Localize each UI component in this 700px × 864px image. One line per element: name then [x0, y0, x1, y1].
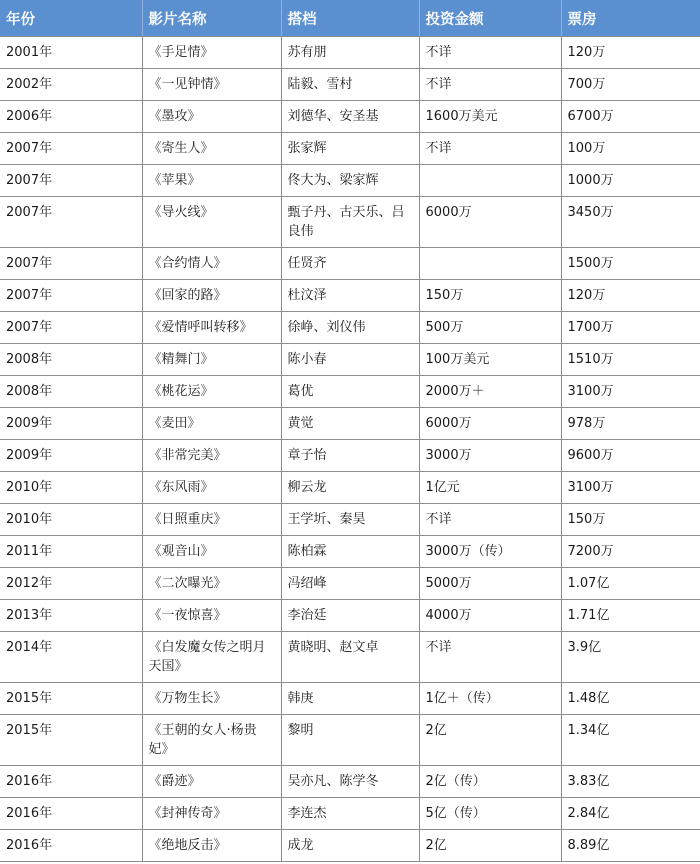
- cell-title: 《王朝的女人·杨贵妃》: [142, 715, 281, 766]
- cell-title: 《绝地反击》: [142, 830, 281, 862]
- cell-title: 《爵迹》: [142, 766, 281, 798]
- table-row: [0, 830, 700, 862]
- cell-title: 《万物生长》: [142, 683, 281, 715]
- table-row: [0, 715, 700, 766]
- table-row: [0, 248, 700, 280]
- cell-year: 2007年: [0, 248, 142, 280]
- cell-year: 2015年: [0, 715, 142, 766]
- header-title: 影片名称: [142, 0, 281, 37]
- cell-investment: 4000万: [419, 600, 561, 632]
- cell-year: 2009年: [0, 440, 142, 472]
- cell-box-office: 1510万: [561, 344, 700, 376]
- cell-title: 《白发魔女传之明月天国》: [142, 632, 281, 683]
- cell-year: 2013年: [0, 600, 142, 632]
- cell-investment: 2亿: [419, 830, 561, 862]
- cell-year: 2007年: [0, 133, 142, 165]
- cell-box-office: 1000万: [561, 165, 700, 197]
- cell-box-office: 3450万: [561, 197, 700, 248]
- cell-title: 《回家的路》: [142, 280, 281, 312]
- cell-investment: 不详: [419, 69, 561, 101]
- cell-investment: 1600万美元: [419, 101, 561, 133]
- cell-box-office: 1.71亿: [561, 600, 700, 632]
- cell-title: 《苹果》: [142, 165, 281, 197]
- cell-partner: 黄晓明、赵文卓: [281, 632, 419, 683]
- cell-investment: 2亿: [419, 715, 561, 766]
- cell-title: 《墨攻》: [142, 101, 281, 133]
- cell-partner: 李治廷: [281, 600, 419, 632]
- table-row: [0, 568, 700, 600]
- cell-year: 2008年: [0, 344, 142, 376]
- cell-title: 《东风雨》: [142, 472, 281, 504]
- cell-box-office: 7200万: [561, 536, 700, 568]
- cell-title: 《非常完美》: [142, 440, 281, 472]
- cell-partner: 柳云龙: [281, 472, 419, 504]
- cell-year: 2016年: [0, 766, 142, 798]
- cell-partner: 成龙: [281, 830, 419, 862]
- table-header: [0, 0, 700, 37]
- cell-investment: 5亿（传）: [419, 798, 561, 830]
- cell-year: 2007年: [0, 197, 142, 248]
- cell-year: 2014年: [0, 632, 142, 683]
- cell-box-office: 1.34亿: [561, 715, 700, 766]
- header-year: 年份: [0, 0, 142, 37]
- cell-box-office: 9600万: [561, 440, 700, 472]
- cell-title: 《手足情》: [142, 37, 281, 69]
- cell-title: 《日照重庆》: [142, 504, 281, 536]
- cell-partner: 任贤齐: [281, 248, 419, 280]
- table-row: [0, 69, 700, 101]
- cell-box-office: 120万: [561, 280, 700, 312]
- cell-partner: 张家辉: [281, 133, 419, 165]
- table-row: [0, 472, 700, 504]
- header-partner: 搭档: [281, 0, 419, 37]
- cell-year: 2016年: [0, 798, 142, 830]
- table-row: [0, 798, 700, 830]
- cell-year: 2010年: [0, 472, 142, 504]
- cell-year: 2012年: [0, 568, 142, 600]
- cell-investment: 1亿元: [419, 472, 561, 504]
- table-row: [0, 632, 700, 683]
- cell-box-office: 3100万: [561, 472, 700, 504]
- cell-title: 《一夜惊喜》: [142, 600, 281, 632]
- cell-year: 2010年: [0, 504, 142, 536]
- cell-investment: 500万: [419, 312, 561, 344]
- cell-year: 2016年: [0, 830, 142, 862]
- cell-partner: 陆毅、雪村: [281, 69, 419, 101]
- cell-investment: 不详: [419, 632, 561, 683]
- cell-partner: 陈小春: [281, 344, 419, 376]
- cell-partner: 王学圻、秦昊: [281, 504, 419, 536]
- table-row: [0, 376, 700, 408]
- cell-box-office: 3.9亿: [561, 632, 700, 683]
- table-row: [0, 600, 700, 632]
- cell-box-office: 8.89亿: [561, 830, 700, 862]
- cell-title: 《导火线》: [142, 197, 281, 248]
- cell-partner: 杜汶泽: [281, 280, 419, 312]
- cell-box-office: 700万: [561, 69, 700, 101]
- cell-box-office: 1500万: [561, 248, 700, 280]
- cell-investment: 1亿＋（传）: [419, 683, 561, 715]
- table-row: [0, 312, 700, 344]
- cell-title: 《寄生人》: [142, 133, 281, 165]
- cell-title: 《精舞门》: [142, 344, 281, 376]
- cell-title: 《合约情人》: [142, 248, 281, 280]
- cell-year: 2007年: [0, 312, 142, 344]
- cell-title: 《麦田》: [142, 408, 281, 440]
- table-body: [0, 37, 700, 862]
- cell-title: 《爱情呼叫转移》: [142, 312, 281, 344]
- cell-investment: 不详: [419, 133, 561, 165]
- cell-partner: 佟大为、梁家辉: [281, 165, 419, 197]
- table-row: [0, 280, 700, 312]
- table-row: [0, 766, 700, 798]
- cell-partner: 吴亦凡、陈学冬: [281, 766, 419, 798]
- cell-year: 2015年: [0, 683, 142, 715]
- cell-year: 2009年: [0, 408, 142, 440]
- table-row: [0, 133, 700, 165]
- cell-year: 2008年: [0, 376, 142, 408]
- cell-investment: 不详: [419, 37, 561, 69]
- cell-box-office: 2.84亿: [561, 798, 700, 830]
- cell-partner: 甄子丹、古天乐、吕良伟: [281, 197, 419, 248]
- table-row: [0, 440, 700, 472]
- cell-box-office: 100万: [561, 133, 700, 165]
- cell-investment: 2亿（传）: [419, 766, 561, 798]
- cell-box-office: 1.07亿: [561, 568, 700, 600]
- cell-partner: 章子怡: [281, 440, 419, 472]
- cell-box-office: 150万: [561, 504, 700, 536]
- cell-year: 2007年: [0, 280, 142, 312]
- cell-box-office: 3.83亿: [561, 766, 700, 798]
- cell-partner: 韩庚: [281, 683, 419, 715]
- cell-investment: 3000万（传）: [419, 536, 561, 568]
- cell-investment: 5000万: [419, 568, 561, 600]
- cell-box-office: 1700万: [561, 312, 700, 344]
- cell-box-office: 6700万: [561, 101, 700, 133]
- cell-investment: 2000万＋: [419, 376, 561, 408]
- table-row: [0, 536, 700, 568]
- cell-investment: 3000万: [419, 440, 561, 472]
- table-row: [0, 37, 700, 69]
- cell-title: 《封神传奇》: [142, 798, 281, 830]
- table-row: [0, 344, 700, 376]
- cell-title: 《二次曝光》: [142, 568, 281, 600]
- cell-partner: 苏有朋: [281, 37, 419, 69]
- cell-title: 《一见钟情》: [142, 69, 281, 101]
- table-row: [0, 165, 700, 197]
- cell-partner: 黄觉: [281, 408, 419, 440]
- table-row: [0, 504, 700, 536]
- cell-year: 2006年: [0, 101, 142, 133]
- cell-box-office: 1.48亿: [561, 683, 700, 715]
- header-investment: 投资金额: [419, 0, 561, 37]
- cell-partner: 陈柏霖: [281, 536, 419, 568]
- cell-year: 2011年: [0, 536, 142, 568]
- cell-partner: 徐峥、刘仪伟: [281, 312, 419, 344]
- table-row: [0, 683, 700, 715]
- cell-partner: 黎明: [281, 715, 419, 766]
- cell-investment: 6000万: [419, 197, 561, 248]
- cell-investment: [419, 248, 561, 280]
- header-row: [0, 0, 700, 37]
- cell-partner: 李连杰: [281, 798, 419, 830]
- table-row: [0, 101, 700, 133]
- cell-investment: 150万: [419, 280, 561, 312]
- cell-partner: 冯绍峰: [281, 568, 419, 600]
- cell-partner: 葛优: [281, 376, 419, 408]
- cell-partner: 刘德华、安圣基: [281, 101, 419, 133]
- cell-year: 2002年: [0, 69, 142, 101]
- table-row: [0, 408, 700, 440]
- cell-year: 2007年: [0, 165, 142, 197]
- cell-title: 《桃花运》: [142, 376, 281, 408]
- cell-box-office: 3100万: [561, 376, 700, 408]
- cell-investment: [419, 165, 561, 197]
- cell-box-office: 978万: [561, 408, 700, 440]
- cell-year: 2001年: [0, 37, 142, 69]
- cell-box-office: 120万: [561, 37, 700, 69]
- cell-investment: 不详: [419, 504, 561, 536]
- table-row: [0, 197, 700, 248]
- cell-title: 《观音山》: [142, 536, 281, 568]
- cell-investment: 100万美元: [419, 344, 561, 376]
- header-box-office: 票房: [561, 0, 700, 37]
- cell-investment: 6000万: [419, 408, 561, 440]
